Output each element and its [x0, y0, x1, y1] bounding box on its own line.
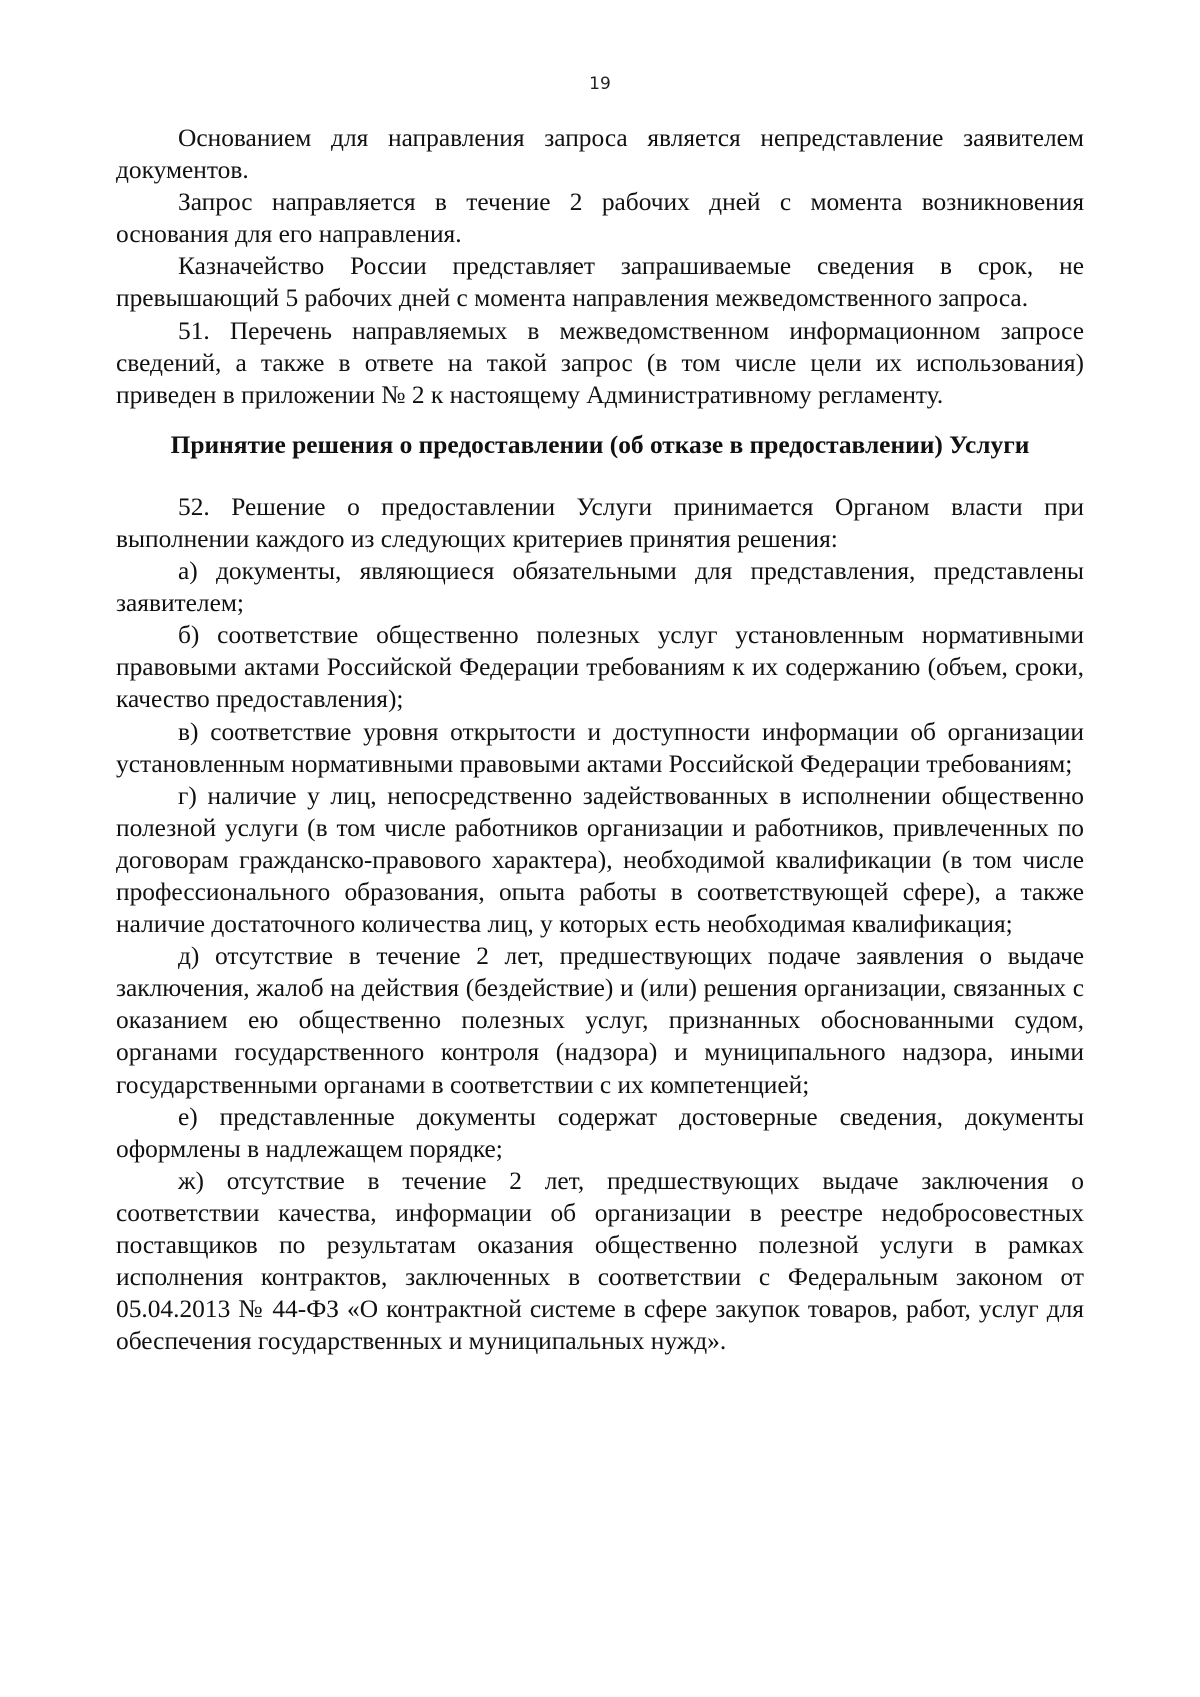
page-number: 19 — [589, 74, 611, 94]
criterion-d: д) отсутствие в течение 2 лет, предшествующих подаче заявления о выдаче заключения, жалоб на действия (бездействие) и (или) решения организации, связанных с оказанием ею общественно полезных услуг, признанных обоснованными судом, органами государственного контроля (надзора) и муниципального надзора, иными государственными органами в соответствии с их компетенцией; — [116, 942, 1084, 1099]
criterion-zh: ж) отсутствие в течение 2 лет, предшествующих выдаче заключения о соответствии качества, информации об организации в реестре недобросовестных поставщиков по результатам оказания общественно полезной услуги в рамках исполнения контрактов, заключенных в соответствии с Федеральным законом от 05.04.2013 № 44-ФЗ «О контрактной системе в сфере закупок товаров, работ, услуг для обеспечения государственных и муниципальных нужд». — [116, 1166, 1084, 1356]
paragraph-basis: Основанием для направления запроса является непредставление заявителем документов. — [116, 124, 1084, 185]
section-heading: Принятие решения о предоставлении (об отказе в предоставлении) Услуги — [170, 430, 1030, 459]
criterion-b: б) соответствие общественно полезных услуг установленным нормативными правовыми актами Российской Федерации требованиям к их содержанию (объем, сроки, качество предоставления); — [116, 621, 1084, 714]
paragraph-treasury-response: Казначейство России представляет запрашиваемые сведения в срок, не превышающий 5 рабочих дней с момента направления межведомственного запроса. — [116, 252, 1084, 313]
document-body — [116, 122, 1084, 1357]
paragraph-52: 52. Решение о предоставлении Услуги принимается Органом власти при выполнении каждого из следующих критериев принятия решения: — [116, 492, 1084, 553]
paragraph-request-timing: Запрос направляется в течение 2 рабочих дней с момента возникновения основания для его направления. — [116, 188, 1084, 249]
criterion-g: г) наличие у лиц, непосредственно задействованных в исполнении общественно полезной услуги (в том числе работников организации и работников, привлеченных по договорам гражданско-правового характера), необходимой квалификации (в том числе профессионального образования, опыта работы в соответствующей сфере), а также наличие достаточного количества лиц, у которых есть необходимая квалификация; — [116, 781, 1084, 939]
paragraph-51: 51. Перечень направляемых в межведомственном информационном запросе сведений, а также в ответе на такой запрос (в том числе цели их использования) приведен в приложении № 2 к настоящему Административному регламенту. — [116, 316, 1084, 409]
criterion-v: в) соответствие уровня открытости и доступности информации об организации установленным нормативными правовыми актами Российской Федерации требованиям; — [116, 717, 1084, 778]
criterion-e: е) представленные документы содержат достоверные сведения, документы оформлены в надлежащем порядке; — [116, 1102, 1084, 1163]
criterion-a: а) документы, являющиеся обязательными для представления, представлены заявителем; — [116, 557, 1084, 618]
